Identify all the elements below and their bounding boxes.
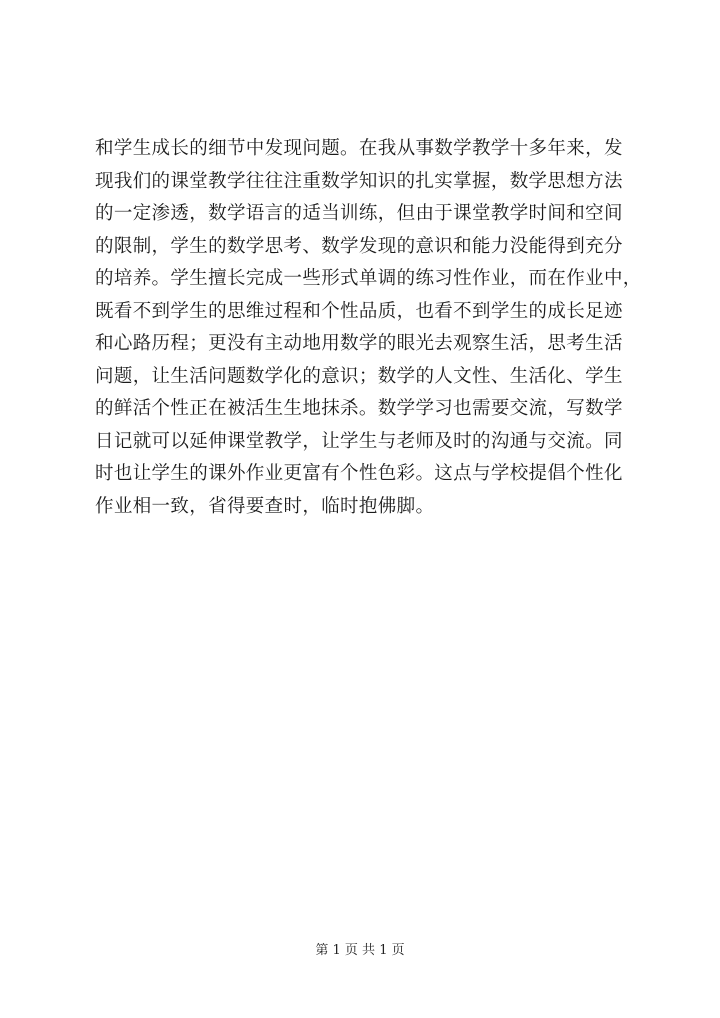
- text-line: 和心路历程；更没有主动地用数学的眼光去观察生活，思考生活: [95, 333, 623, 354]
- text-line: 的限制，学生的数学思考、数学发现的意识和能力没能得到充分: [95, 235, 623, 257]
- text-line: 和学生成长的细节中发现问题。在我从事数学教学十多年来，发: [95, 138, 623, 159]
- text-line: 问题，让生活问题数学化的意识；数学的人文性、生活化、学生: [95, 365, 623, 387]
- page-number-footer: 第 1 页 共 1 页: [315, 943, 405, 958]
- text-line: 日记就可以延伸课堂教学，让学生与老师及时的沟通与交流。同: [95, 430, 623, 452]
- text-line: 时也让学生的课外作业更富有个性色彩。这点与学校提倡个性化: [95, 463, 623, 484]
- text-line: 既看不到学生的思维过程和个性品质，也看不到学生的成长足迹: [95, 300, 623, 322]
- text-line: 现我们的课堂教学往往注重数学知识的扎实掌握，数学思想方法: [95, 170, 623, 192]
- body-paragraph: [95, 133, 642, 523]
- text-line: 作业相一致，省得要查时，临时抱佛脚。: [95, 495, 435, 517]
- text-line: 的培养。学生擅长完成一些形式单调的练习性作业，而在作业中，: [95, 268, 642, 289]
- text-line: 的鲜活个性正在被活生生地抹杀。数学学习也需要交流，写数学: [95, 398, 623, 419]
- text-line: 的一定渗透，数学语言的适当训练，但由于课堂教学时间和空间: [95, 203, 623, 224]
